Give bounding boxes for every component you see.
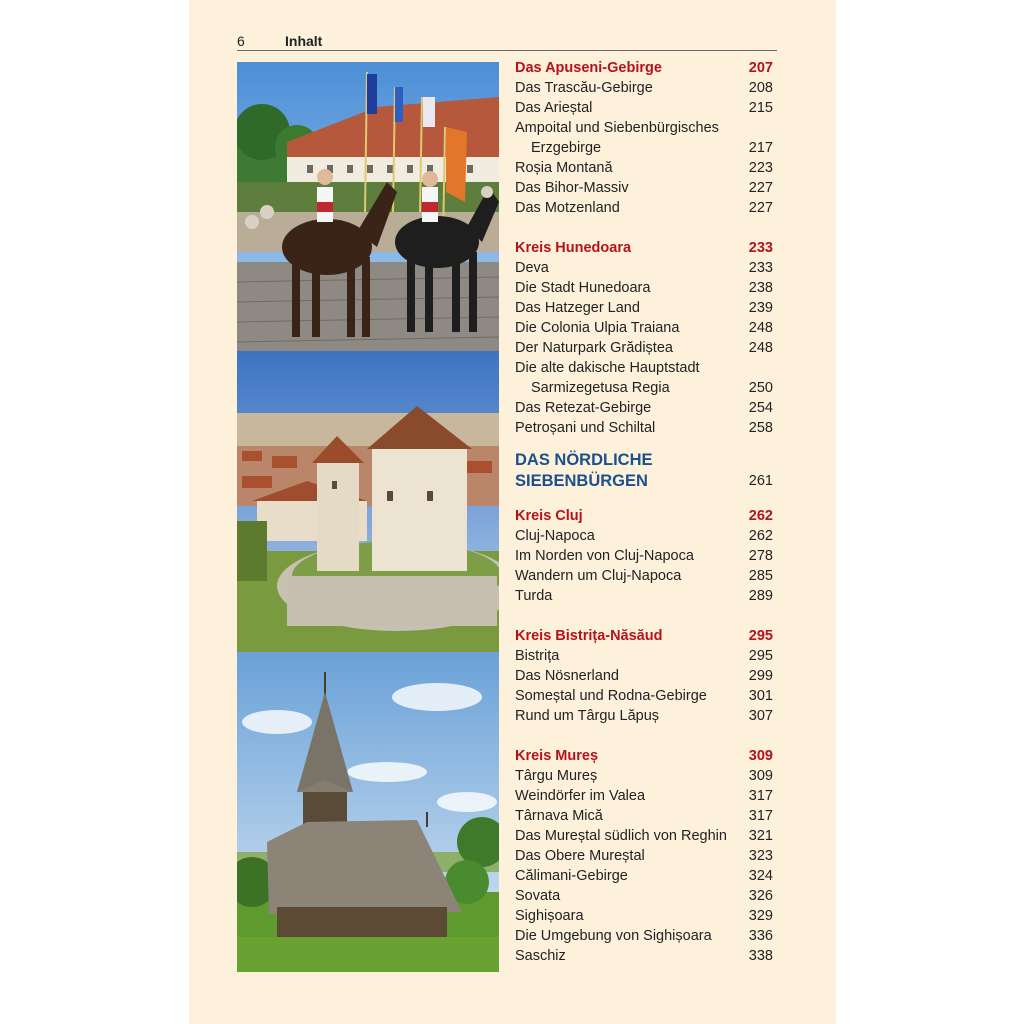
toc-region-heading[interactable] [515, 450, 773, 494]
toc-page-number: 261 [748, 473, 773, 489]
toc-entry-title: Călimani-Gebirge [515, 868, 628, 884]
toc-page-number: 326 [748, 888, 773, 904]
toc-entry[interactable] [515, 926, 773, 946]
toc-entry-title: Kreis Hunedoara [515, 240, 632, 256]
toc-entry[interactable] [515, 666, 773, 686]
toc-page-number: 321 [748, 828, 773, 844]
toc-entry-title: Weindörfer im Valea [515, 788, 646, 804]
toc-page-number: 289 [748, 588, 773, 604]
toc-entry[interactable] [515, 786, 773, 806]
toc-entry[interactable] [515, 586, 773, 606]
toc-entry[interactable] [515, 318, 773, 338]
toc-entry[interactable] [515, 278, 773, 298]
page-header [237, 31, 777, 51]
toc-page-number: 217 [748, 140, 773, 156]
toc-entry-title: Die Umgebung von Sighișoara [515, 928, 712, 944]
toc-page-number: 338 [748, 948, 773, 964]
toc-spacer [515, 726, 773, 746]
book-page [189, 0, 836, 1024]
toc-page-number: 324 [748, 868, 773, 884]
toc-entry[interactable] [515, 646, 773, 666]
toc-page-number: 233 [748, 260, 773, 276]
toc-page-number: 250 [748, 380, 773, 396]
toc-entry-title: Das Mureștal südlich von Reghin [515, 828, 727, 844]
toc-page-number: 301 [748, 688, 773, 704]
toc-entry[interactable] [515, 866, 773, 886]
toc-entry-title: Kreis Mureș [515, 748, 599, 764]
toc-entry[interactable] [515, 258, 773, 278]
toc-page-number: 285 [748, 568, 773, 584]
toc-entry[interactable] [515, 526, 773, 546]
toc-entry-title: Erzgebirge [531, 140, 602, 156]
toc-page-number: 336 [748, 928, 773, 944]
toc-entry-title: Ampoital und Siebenbürgisches [515, 120, 719, 136]
toc-entry-title: Cluj-Napoca [515, 528, 595, 544]
toc-page-number: 248 [748, 340, 773, 356]
toc-entry-title: Die Stadt Hunedoara [515, 280, 651, 296]
toc-entry-title: Sovata [515, 888, 561, 904]
toc-entry[interactable] [515, 566, 773, 586]
toc-entry[interactable] [515, 546, 773, 566]
toc-entry-title: Roșia Montană [515, 160, 613, 176]
toc-page-number: 262 [748, 528, 773, 544]
toc-page-number: 295 [748, 628, 773, 644]
toc-page-number: 258 [748, 420, 773, 436]
toc-page-number: 309 [748, 768, 773, 784]
toc-entry[interactable] [515, 846, 773, 866]
toc-section-heading[interactable] [515, 626, 773, 646]
toc-entry[interactable] [515, 398, 773, 418]
toc-page-number: 223 [748, 160, 773, 176]
toc-region-title [515, 450, 653, 492]
toc-entry-title: Das Apuseni-Gebirge [515, 60, 662, 76]
toc-spacer [515, 606, 773, 626]
toc-entry-title: Petroșani und Schiltal [515, 420, 656, 436]
toc-entry[interactable] [515, 138, 773, 158]
toc-entry-title: Sighișoara [515, 908, 584, 924]
toc-entry-title: Deva [515, 260, 549, 276]
photo-horse-riders [237, 62, 499, 351]
toc-page-number: 227 [748, 180, 773, 196]
toc-entry-title: Das Retezat-Gebirge [515, 400, 652, 416]
toc-entry-title: Das Obere Mureștal [515, 848, 645, 864]
toc-entry[interactable] [515, 806, 773, 826]
toc-entry[interactable] [515, 378, 773, 398]
toc-page-number: 238 [748, 280, 773, 296]
toc-entry-title: Sarmizegetusa Regia [531, 380, 670, 396]
toc-page-number: 323 [748, 848, 773, 864]
toc-entry-title: Das Nösnerland [515, 668, 619, 684]
toc-region-title-line1: DAS NÖRDLICHE [515, 451, 653, 469]
toc-entry[interactable] [515, 766, 773, 786]
toc-page-number: 329 [748, 908, 773, 924]
toc-page-number: 309 [748, 748, 773, 764]
toc-entry-title: Kreis Cluj [515, 508, 583, 524]
toc-entry[interactable] [515, 158, 773, 178]
toc-page-number: 233 [748, 240, 773, 256]
photo-wooden-church [237, 652, 499, 972]
toc-section-heading[interactable] [515, 238, 773, 258]
toc-region-title-line2: SIEBENBÜRGEN [515, 472, 648, 490]
toc-entry-title: Someștal und Rodna-Gebirge [515, 688, 707, 704]
section-title: Inhalt [285, 33, 323, 49]
toc-page-number: 299 [748, 668, 773, 684]
toc-page-number: 227 [748, 200, 773, 216]
toc-entry[interactable] [515, 118, 773, 138]
toc-entry-title: Kreis Bistrița-Năsăud [515, 628, 663, 644]
toc-entry[interactable] [515, 98, 773, 118]
toc-entry[interactable] [515, 198, 773, 218]
toc-page-number: 208 [748, 80, 773, 96]
toc-entry[interactable] [515, 886, 773, 906]
photo-fortified-church [237, 351, 499, 652]
toc-entry-title: Das Bihor-Massiv [515, 180, 629, 196]
toc-entry[interactable] [515, 78, 773, 98]
toc-entry-title: Das Arieștal [515, 100, 593, 116]
toc-entry-title: Das Hatzeger Land [515, 300, 640, 316]
toc-entry[interactable] [515, 418, 773, 438]
toc-entry-title: Rund um Târgu Lăpuș [515, 708, 660, 724]
toc-spacer [515, 218, 773, 238]
toc-entry-title: Turda [515, 588, 553, 604]
toc-page-number: 254 [748, 400, 773, 416]
toc-entry-title: Die alte dakische Hauptstadt [515, 360, 700, 376]
toc-page-number: 239 [748, 300, 773, 316]
toc-page-number: 207 [748, 60, 773, 76]
toc-page-number: 307 [748, 708, 773, 724]
toc-entry-title: Târgu Mureș [515, 768, 598, 784]
toc-entry[interactable] [515, 298, 773, 318]
toc-section-heading[interactable] [515, 58, 773, 78]
toc-entry[interactable] [515, 178, 773, 198]
toc-page-number: 317 [748, 808, 773, 824]
toc-entry-title: Das Trascău-Gebirge [515, 80, 653, 96]
toc-page-number: 295 [748, 648, 773, 664]
toc-page-number: 278 [748, 548, 773, 564]
toc-entry-title: Der Naturpark Grădiștea [515, 340, 673, 356]
toc-entry-title: Wandern um Cluj-Napoca [515, 568, 682, 584]
toc-entry-title: Die Colonia Ulpia Traiana [515, 320, 680, 336]
toc-page-number: 215 [748, 100, 773, 116]
toc-page-number: 262 [748, 508, 773, 524]
toc-entry[interactable] [515, 706, 773, 726]
table-of-contents [515, 58, 773, 966]
toc-entry[interactable] [515, 358, 773, 378]
toc-entry-title: Saschiz [515, 948, 566, 964]
toc-entry[interactable] [515, 826, 773, 846]
toc-entry[interactable] [515, 686, 773, 706]
toc-entry[interactable] [515, 906, 773, 926]
toc-page-number: 317 [748, 788, 773, 804]
toc-section-heading[interactable] [515, 746, 773, 766]
toc-section-heading[interactable] [515, 506, 773, 526]
page-number: 6 [237, 33, 245, 49]
toc-entry[interactable] [515, 946, 773, 966]
toc-entry-title: Târnava Mică [515, 808, 603, 824]
toc-entry-title: Im Norden von Cluj-Napoca [515, 548, 694, 564]
toc-entry-title: Das Motzenland [515, 200, 620, 216]
toc-entry[interactable] [515, 338, 773, 358]
toc-entry-title: Bistrița [515, 648, 560, 664]
toc-page-number: 248 [748, 320, 773, 336]
